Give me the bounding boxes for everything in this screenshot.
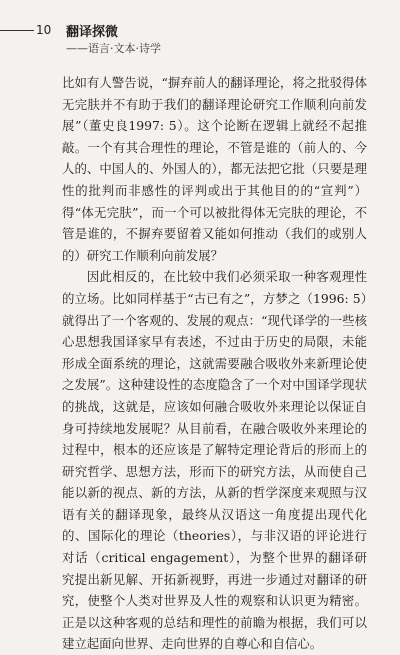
page-number: 10 xyxy=(36,23,52,37)
header-rule xyxy=(0,30,34,31)
page-body xyxy=(62,72,367,655)
book-title: 翻译探微 xyxy=(66,25,119,40)
book-subtitle: ——语言·文本·诗学 xyxy=(66,42,161,55)
paragraph-2: 因此相反的，在比较中我们必须采取一种客观理性的立场。比如同样基于“古已有之”，方梦之（1996: 5）就得出了一个客观的、发展的观点：“现代译学的一些核心思想我国译家早有表述，不过由于历史的局限，未能形成全面系统的理论，这就需要融合吸收外来新理论使之发展”。这种建设性的态度隐含了一个对中国译学现状的挑战，这就是，应该如何融合吸收外来理论以保证自身可持续地发展呢？从目前看，在融合吸收外来理论的过程中，根本的还应该是了解特定理论背后的形而上的研究哲学、思想方法，形而下的研究方法，从而使自己能以新的视点、新的方法，从新的哲学深度来观照与汉语有关的翻译现象，最终从汉语这一角度提出现代化的、国际化的理论（theories），与非汉语的评论进行对话（critical engagement），为整个世界的翻译研究提出新见解、开拓新视野，再进一步通过对翻译的研究，使整个人类对世界及人性的观察和认识更为精密。正是以这种客观的总结和理性的前瞻为根据，我们可以建立起面向世界、走向世界的自尊心和自信心。 xyxy=(62,269,367,652)
page-header xyxy=(0,0,400,70)
paragraph-1: 比如有人警告说，“摒弃前人的翻译理论，将之批驳得体无完肤并不有助于我们的翻译理论研究工作顺利向前发展”（董史良1997: 5）。这个论断在逻辑上就经不起推敲。一个有其合理性的理论，不管是谁的（前人的、今人的、中国人的、外国人的），都无法把它批（只要是理性的批判而非感性的评判或出于其他目的的“宣判”）得“体无完肤”，而一个可以被批得体无完肤的理论，不管是谁的，不摒弃要留着又能如何推动（我们的或别人的）研究工作顺利向前发展？ xyxy=(62,75,367,263)
